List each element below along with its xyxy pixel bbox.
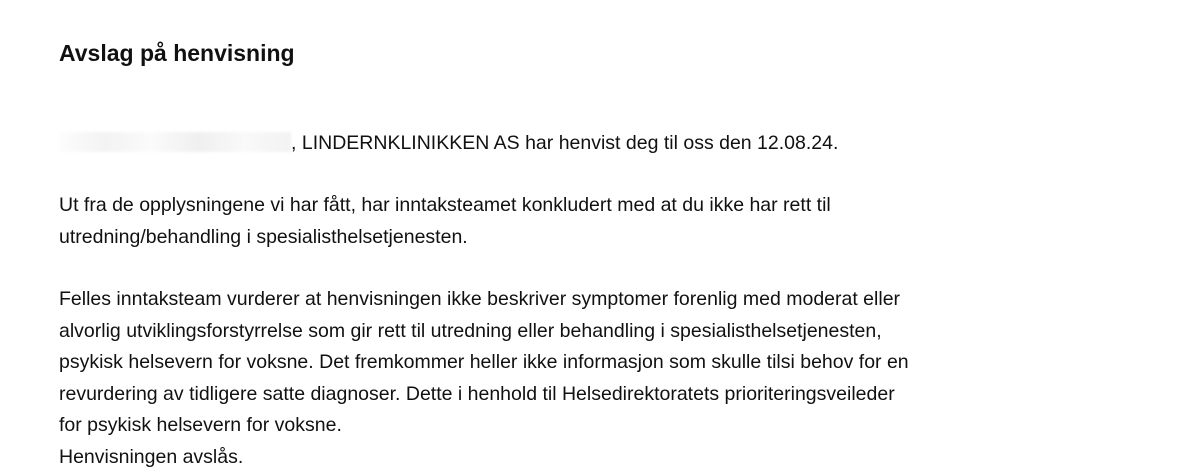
paragraph-line: revurdering av tidligere satte diagnoser. Dette i henhold til Helsedirektoratets prioriteringsveileder (59, 379, 909, 411)
paragraph-line: Felles inntaksteam vurderer at henvisningen ikke beskriver symptomer forenlig med moderat eller (59, 284, 909, 316)
referral-text: har henvist deg til oss den 12.08.24. (520, 132, 839, 154)
assessment-paragraph (59, 190, 831, 253)
paragraph-line: for psykisk helsevern for voksne. (59, 410, 909, 442)
redacted-name (59, 132, 291, 152)
reasoning-paragraph (59, 284, 909, 473)
paragraph-line: alvorlig utviklingsforstyrrelse som gir rett til utredning eller behandling i spesialisthelsetjenesten, (59, 316, 909, 348)
referral-line (59, 129, 838, 157)
referrer-name: LINDERNKLINIKKEN AS (302, 132, 520, 154)
letter-title: Avslag på henvisning (59, 40, 295, 67)
referral-separator: , (291, 132, 302, 154)
paragraph-line: psykisk helsevern for voksne. Det fremkommer heller ikke informasjon som skulle tilsi behov for en (59, 347, 909, 379)
decision-line: Henvisningen avslås. (59, 442, 909, 473)
paragraph-line: utredning/behandling i spesialisthelsetjenesten. (59, 222, 831, 254)
paragraph-line: Ut fra de opplysningene vi har fått, har inntaksteamet konkludert med at du ikke har rett til (59, 190, 831, 222)
